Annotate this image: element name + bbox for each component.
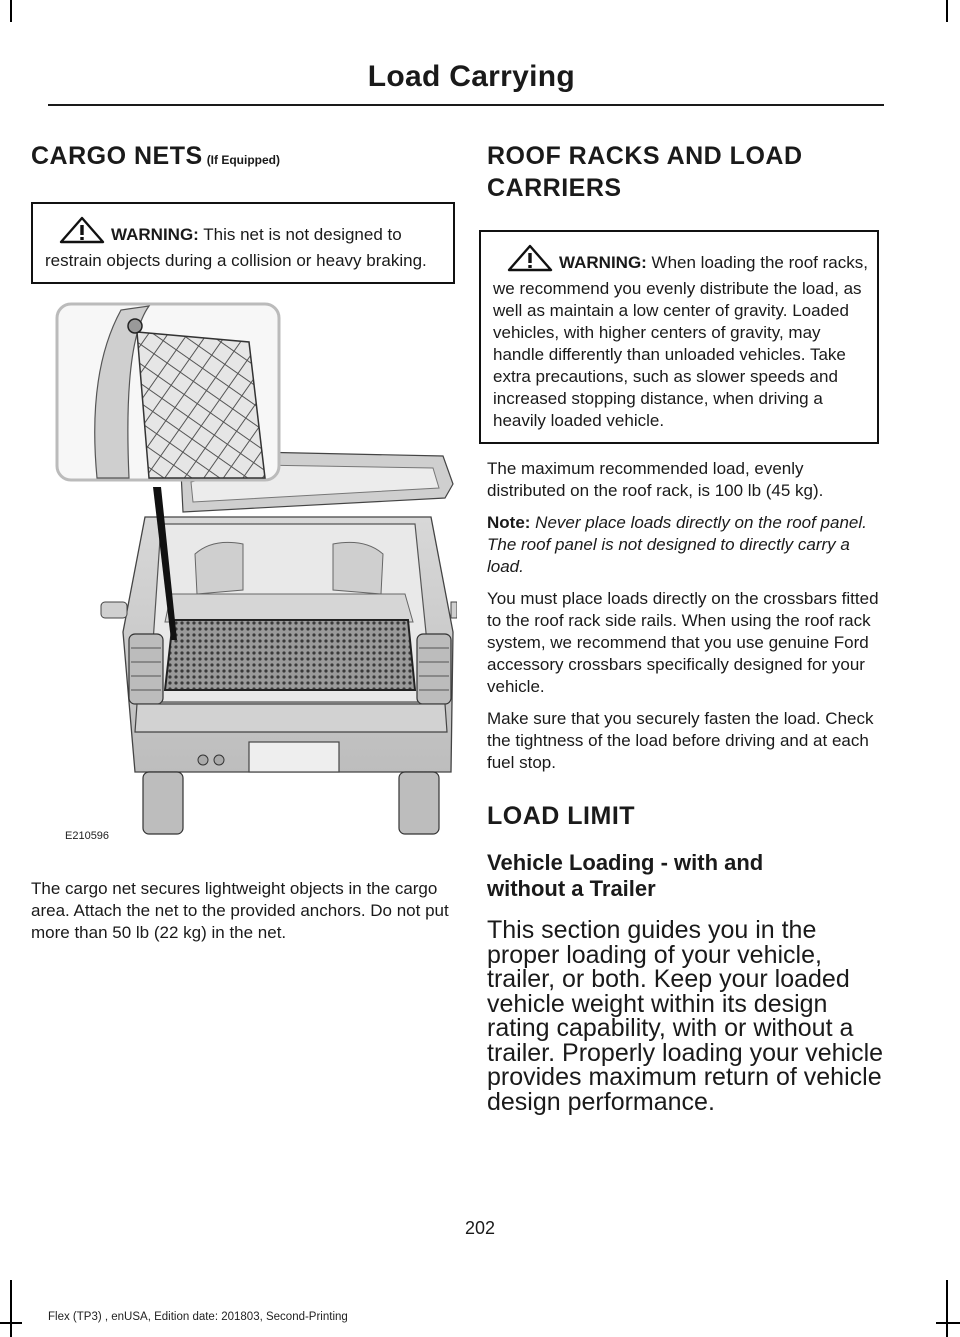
vehicle-loading-subheading: Vehicle Loading - with and without a Trailer <box>487 850 764 901</box>
warning-icon <box>59 216 105 250</box>
right-column <box>487 140 887 1114</box>
warning-label: WARNING: <box>559 253 647 272</box>
roof-racks-heading: ROOF RACKS AND LOAD CARRIERS <box>487 142 803 202</box>
crop-mark <box>10 1280 12 1337</box>
cargo-net-warning <box>31 202 455 284</box>
crop-mark <box>0 1322 22 1324</box>
left-column <box>31 140 455 944</box>
header-divider <box>48 104 884 106</box>
warning-label: WARNING: <box>111 225 199 244</box>
crossbars-paragraph: You must place loads directly on the crossbars fitted to the roof rack side rails. When using the roof rack system, we recommend that you use genuine Ford accessory crossbars specifically designed for your vehicle. <box>487 589 879 696</box>
crop-mark <box>10 0 12 22</box>
crop-mark <box>946 1280 948 1337</box>
cargo-nets-heading-text: CARGO NETS <box>31 142 203 170</box>
warning-text: When loading the roof racks, we recommend you evenly distribute the load, as well as maintain a low center of gravity. Loaded vehicles, with higher centers of gravity, may handle differently than unloaded vehicles. Take extra precautions, such as slower speeds and increased stopping distance, when driving a heavily loaded vehicle. <box>493 253 868 430</box>
crop-mark <box>946 0 948 22</box>
roof-panel-note <box>487 512 887 578</box>
fasten-load-paragraph: Make sure that you securely fasten the load. Check the tightness of the load before driving and at each fuel stop. <box>487 709 874 772</box>
cargo-net-paragraph: The cargo net secures lightweight objects in the cargo area. Attach the net to the provided anchors. Do not put more than 50 lb (22 kg) in the net. <box>31 879 449 942</box>
cargo-net-illustration <box>53 302 457 852</box>
note-text: Never place loads directly on the roof panel. The roof panel is not designed to directly carry a load. <box>487 513 867 576</box>
page-header-title: Load Carrying <box>367 60 575 93</box>
if-equipped-label: (If Equipped) <box>206 153 281 167</box>
warning-text: This net is not designed to restrain objects during a collision or heavy braking. <box>45 225 427 270</box>
cargo-nets-heading <box>31 140 455 176</box>
warning-icon <box>507 244 553 278</box>
crop-mark <box>936 1322 960 1324</box>
page-number: 202 <box>464 1218 496 1238</box>
load-limit-heading: LOAD LIMIT <box>487 802 636 830</box>
load-limit-lead-paragraph: This section guides you in the proper loading of your vehicle, trailer, or both. Keep your loaded vehicle weight within its design rating capability, with or without a trailer. Properly loading your vehicle provides maximum return of vehicle design performance. <box>487 916 884 1116</box>
vehicle-rear-image <box>53 302 457 852</box>
max-load-paragraph: The maximum recommended load, evenly distributed on the roof rack, is 100 lb (45 kg). <box>487 459 824 500</box>
edition-footer: Flex (TP3) , enUSA, Edition date: 201803, Second-Printing <box>48 1311 348 1323</box>
figure-code: E210596 <box>65 830 110 842</box>
roof-rack-warning <box>479 230 879 444</box>
note-label: Note: <box>487 513 531 532</box>
